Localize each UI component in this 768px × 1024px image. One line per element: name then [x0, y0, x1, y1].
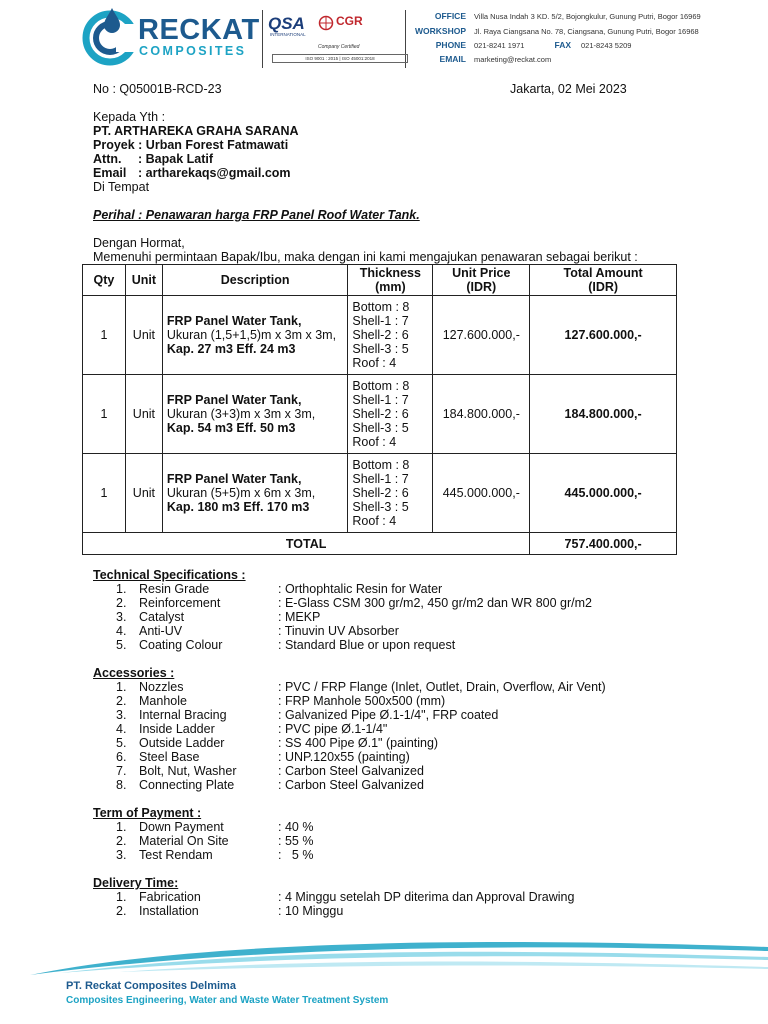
intro-text: Memenuhi permintaan Bapak/Ibu, maka dengan ini kami mengajukan penawaran sebagai berikut :	[93, 250, 638, 264]
row-desc-title: FRP Panel Water Tank,	[166, 393, 302, 407]
thickness-shell-1: Shell-1 : 7	[352, 314, 409, 328]
list-item-value: : 10 Minggu	[278, 904, 344, 918]
row-desc-capacity: Kap. 27 m3 Eff. 24 m3	[166, 342, 296, 356]
attn-value: : Bapak Latif	[138, 152, 214, 166]
list-item-number: 3.	[116, 708, 127, 722]
list-item-number: 4.	[116, 722, 127, 736]
row-desc-capacity: Kap. 180 m3 Eff. 170 m3	[166, 500, 310, 514]
list-item-value: : PVC pipe Ø.1-1/4"	[278, 722, 388, 736]
contact-fax-label: FAX	[554, 40, 571, 50]
table-row	[83, 296, 677, 375]
list-item-value: : Tinuvin UV Absorber	[278, 624, 399, 638]
list-item-label: Bolt, Nut, Washer	[139, 764, 237, 778]
list-item-label: Down Payment	[139, 820, 224, 834]
list-item-value: : Standard Blue or upon request	[278, 638, 456, 652]
section-title-delivery: Delivery Time:	[93, 876, 179, 890]
letter-date: Jakarta, 02 Mei 2023	[510, 82, 627, 96]
header-unit-price-currency: (IDR)	[466, 280, 497, 294]
row-description	[162, 296, 347, 375]
iso-text: ISO 9001 : 2015 | ISO 45001:2018	[272, 54, 408, 63]
list-item-label: Fabrication	[139, 890, 201, 904]
list-item-number: 7.	[116, 764, 127, 778]
contact-office-label: OFFICE	[434, 11, 466, 21]
row-thickness	[348, 454, 433, 533]
thickness-shell-3: Shell-3 : 5	[352, 500, 409, 514]
list-item-value: : MEKP	[278, 610, 321, 624]
list-item-value: : PVC / FRP Flange (Inlet, Outlet, Drain, Overflow, Air Vent)	[278, 680, 606, 694]
list-item-value: : Carbon Steel Galvanized	[278, 778, 424, 792]
list-item-label: Inside Ladder	[139, 722, 215, 736]
contact-office-value: Villa Nusa Indah 3 KD. 5/2, Bojongkulur, Gunung Putri, Bogor 16969	[474, 12, 701, 21]
list-item-label: Steel Base	[139, 750, 200, 764]
row-qty: 1	[83, 454, 126, 533]
list-item-label: Material On Site	[139, 834, 229, 848]
list-item-label: Catalyst	[139, 610, 185, 624]
footer-tagline: Composites Engineering, Water and Waste Water Treatment System	[66, 995, 389, 1006]
cgr-logo: CGR	[336, 14, 363, 28]
contact-fax-value: 021-8243 5209	[581, 41, 632, 50]
contact-phone-value: 021-8241 1971	[474, 41, 525, 50]
total-value: 757.400.000,-	[530, 533, 677, 555]
row-thickness	[348, 296, 433, 375]
brand-name: RECKAT	[138, 14, 260, 46]
list-item-number: 2.	[116, 834, 127, 848]
list-item-number: 1.	[116, 582, 127, 596]
thickness-shell-3: Shell-3 : 5	[352, 421, 409, 435]
thickness-bottom: Bottom : 8	[352, 300, 410, 314]
list-item-number: 3.	[116, 610, 127, 624]
attn-label: Attn.	[93, 152, 122, 166]
table-row	[83, 454, 677, 533]
reckat-logo-icon	[80, 6, 140, 66]
list-item-label: Internal Bracing	[139, 708, 227, 722]
row-total: 184.800.000,-	[530, 375, 677, 454]
list-item-value: : UNP.120x55 (painting)	[278, 750, 410, 764]
row-desc-capacity: Kap. 54 m3 Eff. 50 m3	[166, 421, 296, 435]
header-total-amount-label: Total Amount	[563, 266, 643, 280]
row-total: 127.600.000,-	[530, 296, 677, 375]
header-thickness-label: Thickness	[359, 266, 421, 280]
list-item-number: 2.	[116, 596, 127, 610]
thickness-shell-1: Shell-1 : 7	[352, 472, 409, 486]
thickness-shell-2: Shell-2 : 6	[352, 407, 409, 421]
list-item-value: : Orthophtalic Resin for Water	[278, 582, 443, 596]
list-item-value: : FRP Manhole 500x500 (mm)	[278, 694, 446, 708]
list-item-label: Reinforcement	[139, 596, 221, 610]
list-item-label: Manhole	[139, 694, 187, 708]
footer-wave-graphic	[0, 935, 768, 980]
list-item-value: : 5 %	[278, 848, 314, 862]
list-item-number: 5.	[116, 736, 127, 750]
email-value: : artharekaqs@gmail.com	[138, 166, 291, 180]
list-item-value: : 4 Minggu setelah DP diterima dan Approval Drawing	[278, 890, 575, 904]
thickness-shell-2: Shell-2 : 6	[352, 486, 409, 500]
contact-workshop-label: WORKSHOP	[415, 26, 466, 36]
letter-number: No : Q05001B-RCD-23	[93, 82, 222, 96]
header-thickness-unit: (mm)	[375, 280, 406, 294]
row-qty: 1	[83, 296, 126, 375]
row-unit: Unit	[125, 296, 162, 375]
row-total: 445.000.000,-	[530, 454, 677, 533]
list-item-label: Installation	[139, 904, 199, 918]
row-description	[162, 454, 347, 533]
list-item-number: 4.	[116, 624, 127, 638]
row-qty: 1	[83, 375, 126, 454]
thickness-bottom: Bottom : 8	[352, 379, 410, 393]
row-desc-size: Ukuran (3+3)m x 3m x 3m,	[166, 407, 316, 421]
row-unit-price: 127.600.000,-	[433, 296, 530, 375]
contact-phone-label: PHONE	[435, 40, 466, 50]
total-label: TOTAL	[83, 533, 530, 555]
thickness-shell-2: Shell-2 : 6	[352, 328, 409, 342]
list-item-value: : Galvanized Pipe Ø.1-1/4", FRP coated	[278, 708, 499, 722]
header-description: Description	[162, 265, 347, 296]
row-desc-title: FRP Panel Water Tank,	[166, 314, 302, 328]
list-item-number: 1.	[116, 820, 127, 834]
recipient-company: PT. ARTHAREKA GRAHA SARANA	[93, 124, 299, 138]
thickness-roof: Roof : 4	[352, 435, 397, 449]
list-item-number: 1.	[116, 680, 127, 694]
list-item-label: Anti-UV	[139, 624, 183, 638]
list-item-label: Resin Grade	[139, 582, 210, 596]
recipient-to-line: Kepada Yth :	[93, 110, 166, 124]
contact-email-value: marketing@reckat.com	[474, 55, 552, 64]
section-title-tech-specs: Technical Specifications :	[93, 568, 246, 582]
list-item-number: 5.	[116, 638, 127, 652]
recipient-project: Proyek : Urban Forest Fatmawati	[93, 138, 289, 152]
table-header-row	[83, 265, 677, 296]
table-row	[83, 375, 677, 454]
header-total-amount-currency: (IDR)	[588, 280, 619, 294]
table-total-row	[83, 533, 677, 555]
greeting: Dengan Hormat,	[93, 236, 185, 250]
thickness-roof: Roof : 4	[352, 514, 397, 528]
quotation-table	[82, 264, 677, 555]
list-item-value: : Carbon Steel Galvanized	[278, 764, 424, 778]
list-item-number: 6.	[116, 750, 127, 764]
row-unit: Unit	[125, 454, 162, 533]
contact-workshop-value: Jl. Raya Ciangsana No. 78, Ciangsana, Gunung Putri, Bogor 16968	[474, 27, 699, 36]
row-unit-price: 184.800.000,-	[433, 375, 530, 454]
thickness-roof: Roof : 4	[352, 356, 397, 370]
list-item-value: : E-Glass CSM 300 gr/m2, 450 gr/m2 dan WR 800 gr/m2	[278, 596, 593, 610]
list-item-label: Nozzles	[139, 680, 184, 694]
thickness-shell-3: Shell-3 : 5	[352, 342, 409, 356]
qsa-logo: QSA	[268, 14, 305, 33]
list-item-value: : 40 %	[278, 820, 314, 834]
row-desc-title: FRP Panel Water Tank,	[166, 472, 302, 486]
list-item-number: 2.	[116, 904, 127, 918]
letter-subject: Perihal : Penawaran harga FRP Panel Roof Water Tank.	[93, 208, 420, 222]
brand-subtitle: COMPOSITES	[139, 44, 247, 58]
di-tempat: Di Tempat	[93, 180, 150, 194]
footer-company-name: PT. Reckat Composites Delmima	[66, 980, 236, 992]
header-thickness	[348, 265, 433, 296]
list-item-label: Test Rendam	[139, 848, 213, 862]
row-desc-size: Ukuran (1,5+1,5)m x 3m x 3m,	[166, 328, 337, 342]
list-item-label: Outside Ladder	[139, 736, 225, 750]
row-unit: Unit	[125, 375, 162, 454]
row-desc-size: Ukuran (5+5)m x 6m x 3m,	[166, 486, 316, 500]
row-thickness	[348, 375, 433, 454]
company-certified-text: Company Certified	[318, 44, 360, 50]
section-title-accessories: Accessories :	[93, 666, 175, 680]
list-item-value: : 55 %	[278, 834, 314, 848]
list-item-value: : SS 400 Pipe Ø.1" (painting)	[278, 736, 439, 750]
list-item-number: 3.	[116, 848, 127, 862]
header-unit-price	[433, 265, 530, 296]
thickness-shell-1: Shell-1 : 7	[352, 393, 409, 407]
header-unit: Unit	[125, 265, 162, 296]
list-item-label: Connecting Plate	[139, 778, 235, 792]
row-unit-price: 445.000.000,-	[433, 454, 530, 533]
contact-email-label: EMAIL	[439, 54, 466, 64]
section-title-payment: Term of Payment :	[93, 806, 202, 820]
header-total-amount	[530, 265, 677, 296]
thickness-bottom: Bottom : 8	[352, 458, 410, 472]
cgr-globe-icon	[318, 15, 334, 31]
row-description	[162, 375, 347, 454]
list-item-number: 1.	[116, 890, 127, 904]
list-item-number: 2.	[116, 694, 127, 708]
header-qty: Qty	[83, 265, 126, 296]
email-label: Email	[93, 166, 127, 180]
qsa-subtitle: INTERNATIONAL	[270, 32, 306, 37]
header-unit-price-label: Unit Price	[452, 266, 511, 280]
list-item-label: Coating Colour	[139, 638, 223, 652]
list-item-number: 8.	[116, 778, 127, 792]
